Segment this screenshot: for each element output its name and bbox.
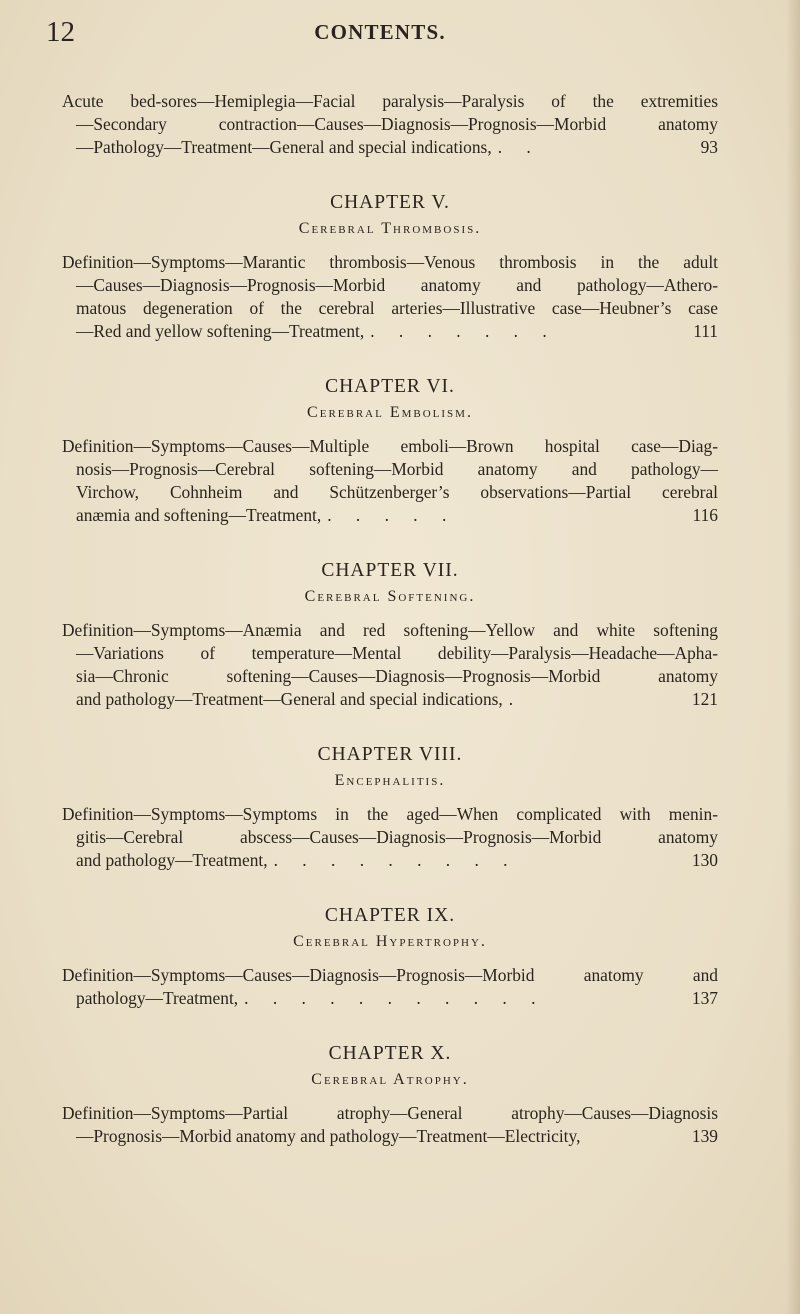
page-header	[46, 16, 714, 56]
toc-entry	[62, 251, 718, 343]
chapter-title: Cerebral Thrombosis.	[298, 220, 482, 237]
page-ref: 121	[691, 689, 718, 709]
entry-line-text: and pathology—Treatment,	[76, 850, 268, 870]
toc-entry	[62, 1102, 718, 1148]
dot-leader: .	[508, 689, 524, 709]
entry-line: Definition—Symptoms—Causes—Diagnosis—Prognosis—Morbid anatomy and	[62, 965, 718, 985]
entry-line: nosis—Prognosis—Cerebral softening—Morbid anatomy and pathology—	[76, 459, 718, 479]
entry-last-line	[62, 136, 718, 159]
dot-leader: . . . . . . . . .	[273, 850, 518, 870]
entry-last-line	[62, 987, 718, 1010]
entry-line: matous degeneration of the cerebral arteries—Illustrative case—Heubner’s case	[76, 298, 718, 318]
toc-entry	[62, 435, 718, 527]
entry-last-line	[62, 504, 718, 527]
running-title: CONTENTS.	[314, 20, 446, 44]
page-number: 12	[46, 16, 75, 48]
entry-last-line	[62, 1125, 718, 1148]
entry-last-line	[62, 688, 718, 711]
page-ref: 137	[691, 988, 718, 1008]
entry-line-text: and pathology—Treatment—General and special indications,	[76, 689, 503, 709]
toc-entry	[62, 619, 718, 711]
chapter-viii	[62, 744, 718, 872]
entry-line: Acute bed-sores—Hemiplegia—Facial paralysis—Paralysis of the extremities	[62, 91, 718, 111]
entry-line-text: anæmia and softening—Treatment,	[76, 505, 322, 525]
entry-line: —Causes—Diagnosis—Prognosis—Morbid anatomy and pathology—Athero-	[76, 275, 718, 295]
chapter-heading: CHAPTER X.	[328, 1043, 452, 1064]
contents-list	[62, 90, 718, 1148]
chapter-title: Cerebral Embolism.	[307, 404, 473, 421]
chapter-ix	[62, 905, 718, 1010]
page-ref: 130	[691, 850, 718, 870]
toc-entry-intro	[62, 90, 718, 159]
chapter-v	[62, 192, 718, 343]
entry-line: —Secondary contraction—Causes—Diagnosis—Prognosis—Morbid anatomy	[76, 114, 718, 134]
toc-entry	[62, 803, 718, 872]
entry-line-text: —Red and yellow softening—Treatment,	[76, 321, 365, 341]
entry-last-line	[62, 849, 718, 872]
dot-leader: . . . . .	[327, 505, 457, 525]
entry-line-text: pathology—Treatment,	[76, 988, 239, 1008]
entry-line: Definition—Symptoms—Symptoms in the aged—When complicated with menin-	[62, 804, 718, 824]
chapter-x	[62, 1043, 718, 1148]
page-ref: 111	[693, 321, 718, 341]
chapter-title: Encephalitis.	[334, 772, 446, 789]
entry-line: Definition—Symptoms—Partial atrophy—General atrophy—Causes—Diagnosis	[62, 1103, 718, 1123]
page-edge-shadow	[786, 0, 800, 1314]
chapter-title: Cerebral Atrophy.	[311, 1071, 469, 1088]
chapter-heading: CHAPTER V.	[330, 192, 450, 213]
entry-line: Virchow, Cohnheim and Schützenberger’s observations—Partial cerebral	[76, 482, 718, 502]
chapter-heading: CHAPTER VIII.	[317, 744, 463, 765]
dot-leader: . . . . . . .	[370, 321, 557, 341]
dot-leader	[580, 1125, 684, 1148]
entry-line-text: —Prognosis—Morbid anatomy and pathology—Treatment—Electricity,	[76, 1126, 581, 1146]
chapter-heading: CHAPTER VI.	[325, 376, 455, 397]
entry-line: Definition—Symptoms—Anæmia and red softening—Yellow and white softening	[62, 620, 718, 640]
chapter-vii	[62, 560, 718, 711]
chapter-vi	[62, 376, 718, 527]
chapter-title: Cerebral Hypertrophy.	[293, 933, 487, 950]
page-ref: 116	[692, 505, 718, 525]
entry-line: Definition—Symptoms—Marantic thrombosis—Venous thrombosis in the adult	[62, 252, 718, 272]
chapter-title: Cerebral Softening.	[304, 588, 476, 605]
page-ref: 93	[700, 137, 718, 157]
entry-line: gitis—Cerebral abscess—Causes—Diagnosis—Prognosis—Morbid anatomy	[76, 827, 718, 847]
chapter-heading: CHAPTER VII.	[321, 560, 459, 581]
chapter-heading: CHAPTER IX.	[324, 905, 456, 926]
toc-entry	[62, 964, 718, 1010]
dot-leader: . .	[497, 137, 541, 157]
entry-line-text: —Pathology—Treatment—General and special indications,	[76, 137, 492, 157]
entry-line: —Variations of temperature—Mental debility—Paralysis—Headache—Apha-	[76, 643, 718, 663]
entry-last-line	[62, 320, 718, 343]
entry-line: sia—Chronic softening—Causes—Diagnosis—Prognosis—Morbid anatomy	[76, 666, 718, 686]
dot-leader: . . . . . . . . . . .	[244, 988, 546, 1008]
page-ref: 139	[691, 1126, 718, 1146]
entry-line: Definition—Symptoms—Causes—Multiple emboli—Brown hospital case—Diag-	[62, 436, 718, 456]
